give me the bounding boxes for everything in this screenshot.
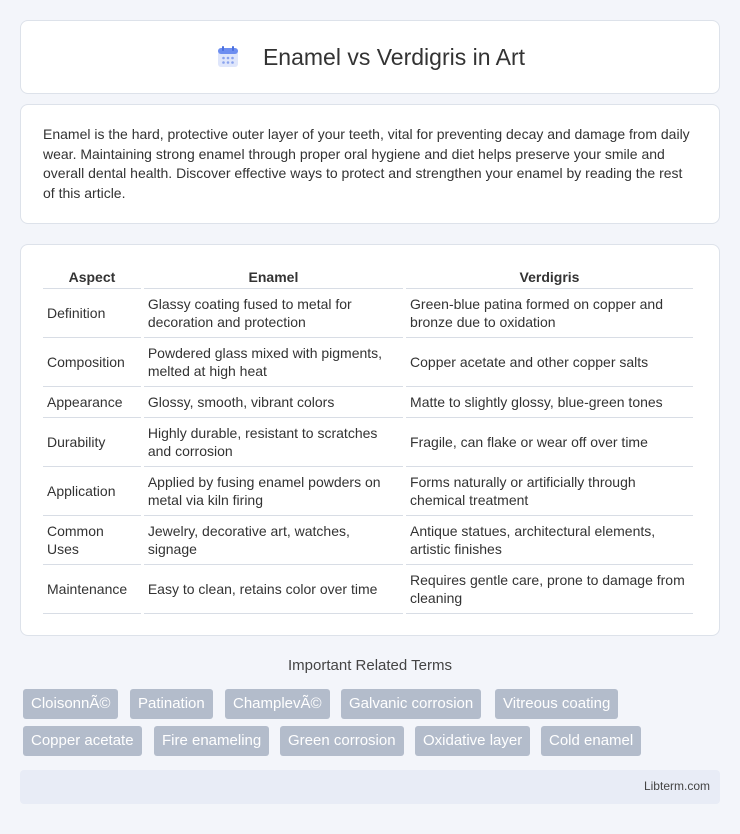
cell-verdigris: Matte to slightly glossy, blue-green tones xyxy=(406,387,693,418)
tag-cloisonne[interactable]: CloisonnÃ© xyxy=(23,689,118,719)
cell-enamel: Jewelry, decorative art, watches, signage xyxy=(144,516,403,565)
cell-enamel: Applied by fusing enamel powders on metal via kiln firing xyxy=(144,467,403,516)
comparison-table-card xyxy=(20,244,720,636)
cell-enamel: Easy to clean, retains color over time xyxy=(144,565,403,614)
tag-vitreous-coating[interactable]: Vitreous coating xyxy=(495,689,618,719)
cell-verdigris: Requires gentle care, prone to damage from cleaning xyxy=(406,565,693,614)
cell-aspect: Maintenance xyxy=(43,565,141,614)
cell-aspect: Common Uses xyxy=(43,516,141,565)
header-verdigris: Verdigris xyxy=(406,265,693,289)
table-row xyxy=(43,565,693,614)
table-row xyxy=(43,418,693,467)
cell-verdigris: Green-blue patina formed on copper and bronze due to oxidation xyxy=(406,289,693,338)
cell-verdigris: Forms naturally or artificially through chemical treatment xyxy=(406,467,693,516)
cell-aspect: Durability xyxy=(43,418,141,467)
tag-patination[interactable]: Patination xyxy=(130,689,213,719)
table-row xyxy=(43,387,693,418)
tag-cold-enamel[interactable]: Cold enamel xyxy=(541,726,641,756)
cell-aspect: Application xyxy=(43,467,141,516)
cell-enamel: Glossy, smooth, vibrant colors xyxy=(144,387,403,418)
cell-verdigris: Antique statues, architectural elements, artistic finishes xyxy=(406,516,693,565)
cell-enamel: Glassy coating fused to metal for decoration and protection xyxy=(144,289,403,338)
header-enamel: Enamel xyxy=(144,265,403,289)
cell-aspect: Definition xyxy=(43,289,141,338)
table-row xyxy=(43,338,693,387)
tag-champleve[interactable]: ChamplevÃ© xyxy=(225,689,330,719)
tag-copper-acetate[interactable]: Copper acetate xyxy=(23,726,142,756)
cell-enamel: Highly durable, resistant to scratches and corrosion xyxy=(144,418,403,467)
table-row xyxy=(43,516,693,565)
tag-green-corrosion[interactable]: Green corrosion xyxy=(280,726,404,756)
table-row xyxy=(43,289,693,338)
tag-galvanic-corrosion[interactable]: Galvanic corrosion xyxy=(341,689,481,719)
related-terms-title: Important Related Terms xyxy=(288,657,452,674)
calendar-icon xyxy=(215,44,241,70)
intro-card xyxy=(20,104,720,224)
footer xyxy=(20,770,720,804)
footer-link[interactable]: Libterm.com xyxy=(643,779,710,793)
cell-aspect: Composition xyxy=(43,338,141,387)
tag-fire-enameling[interactable]: Fire enameling xyxy=(154,726,269,756)
table-row xyxy=(43,467,693,516)
table-header-row xyxy=(43,265,693,289)
cell-verdigris: Fragile, can flake or wear off over time xyxy=(406,418,693,467)
page-title: Enamel vs Verdigris in Art xyxy=(262,43,526,70)
intro-text: Enamel is the hard, protective outer layer of your teeth, vital for preventing decay and damage from daily wear. Maintaining strong enamel through proper oral hygiene and diet helps preserve your smile and overall dental health. Discover effective ways to protect and strengthen your enamel by reading the rest of this article. xyxy=(43,126,690,201)
header-card xyxy=(20,20,720,94)
comparison-table xyxy=(40,265,696,614)
tag-oxidative-layer[interactable]: Oxidative layer xyxy=(415,726,530,756)
cell-enamel: Powdered glass mixed with pigments, melted at high heat xyxy=(144,338,403,387)
cell-verdigris: Copper acetate and other copper salts xyxy=(406,338,693,387)
cell-aspect: Appearance xyxy=(43,387,141,418)
header-aspect: Aspect xyxy=(43,265,141,289)
